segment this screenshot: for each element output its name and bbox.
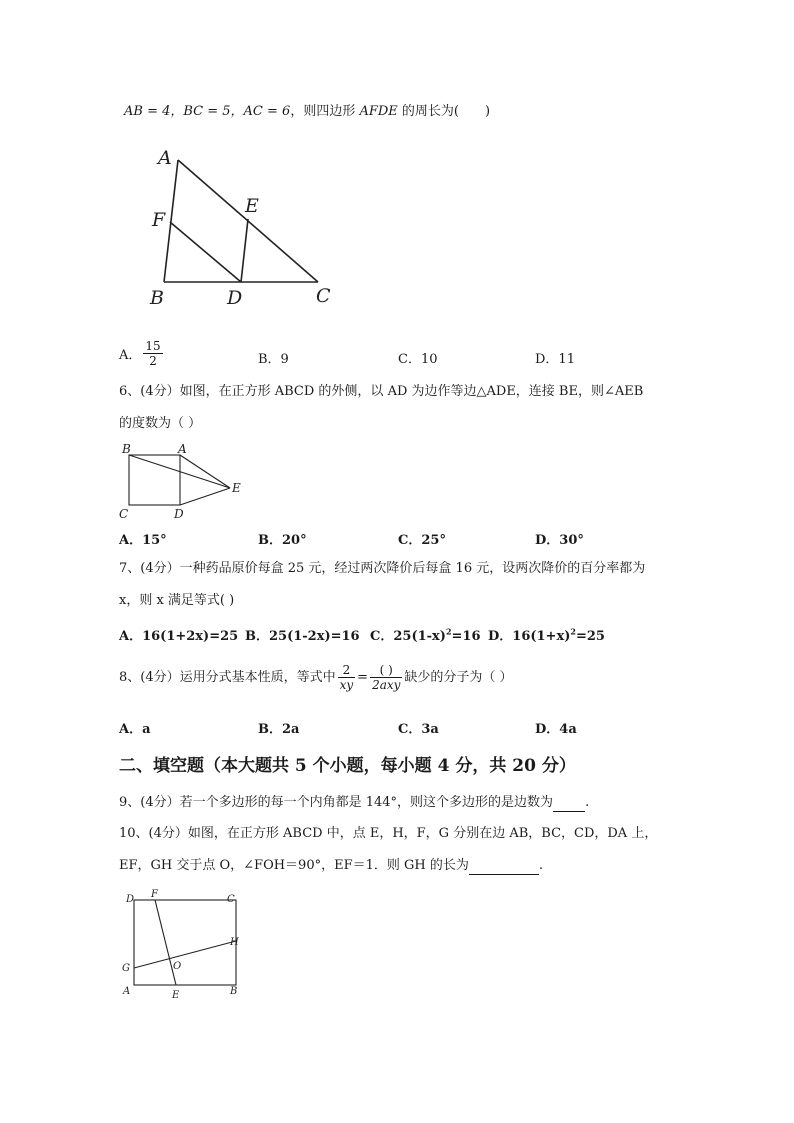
q5-option-a[interactable]: A． $\frac{15}{2}$ <box>119 339 161 368</box>
q10-square-figure <box>114 884 254 1004</box>
q8-stem: 8、(4分）运用分式基本性质，等式中 $\frac{2}{xy}$ = $\frac{( )}{\text{2axy}}$ 缺少的分子为（ ） <box>119 663 513 692</box>
q10-stem-line2: EF，GH 交于点 O，∠FOH＝90°，EF＝1．则 GH 的长为 . <box>119 858 544 873</box>
q6-option-b[interactable]: B．20° <box>258 533 307 548</box>
segment-AB <box>164 160 178 282</box>
q6-stem-line2: 的度数为（ ） <box>119 416 202 431</box>
q8-fraction-left: $\frac{2}{xy}$ <box>339 663 354 692</box>
segment-AE <box>180 455 230 488</box>
q7-option-b[interactable]: B．25(1-2x)=16 <box>245 629 360 644</box>
q5-triangle-figure <box>140 140 350 315</box>
q8-option-b[interactable]: B．2a <box>258 722 300 737</box>
label-E: E <box>245 195 259 217</box>
label-F: F <box>151 889 158 900</box>
label-F: F <box>152 209 166 231</box>
segment-FD <box>170 222 241 282</box>
square-ABCD <box>134 900 236 985</box>
q5-option-d[interactable]: D．11 <box>535 352 575 367</box>
segment-FE <box>155 900 176 985</box>
q5-option-c[interactable]: C．10 <box>398 352 438 367</box>
q8-fraction-right: $\frac{( )}{\text{2axy}}$ <box>372 663 401 692</box>
q10-answer-blank[interactable] <box>469 858 539 875</box>
label-E: E <box>232 481 241 495</box>
q9-answer-blank[interactable] <box>553 795 585 812</box>
q5-option-a-fraction: $\frac{15}{2}$ <box>145 339 161 368</box>
label-O: O <box>173 961 182 972</box>
segment-GH <box>134 941 236 968</box>
q10-stem-line1: 10、(4分）如图，在正方形 ABCD 中，点 E，H，F，G 分别在边 AB，BC，CD，DA 上， <box>119 826 658 841</box>
q7-option-d[interactable]: D．$16(1+x)^2=25$ <box>488 626 605 644</box>
segment-ED <box>241 219 248 282</box>
q6-square-figure <box>114 440 254 522</box>
q6-option-d[interactable]: D．30° <box>535 533 584 548</box>
q5-stem: AB = 4，BC = 5，AC = 6，则四边形 AFDE 的周长为( ) <box>124 104 491 119</box>
q6-option-c[interactable]: C．25° <box>398 533 446 548</box>
q7-stem-line1: 7、(4分）一种药品原价每盒 25 元，经过两次降价后每盒 16 元，设两次降价的百分率都为 <box>119 561 646 576</box>
label-C: C <box>119 507 129 521</box>
q7-option-c[interactable]: C．$25(1-x)^2=16$ <box>370 626 481 644</box>
label-C: C <box>227 894 235 905</box>
label-D: D <box>174 507 184 521</box>
label-D: D <box>126 894 135 905</box>
q7-stem-line2: x，则 x 满足等式( ) <box>119 593 235 608</box>
label-B: B <box>122 442 131 456</box>
q6-stem-line1: 6、(4分）如图，在正方形 ABCD 的外侧，以 AD 为边作等边△ADE，连接 BE，则∠AEB <box>119 384 644 399</box>
q8-option-a[interactable]: A．a <box>119 722 151 737</box>
label-B: B <box>150 287 164 309</box>
q5-given-lengths: AB = 4，BC = 5，AC = 6 <box>124 104 291 119</box>
q6-option-a[interactable]: A．15° <box>119 533 167 548</box>
q8-option-d[interactable]: D．4a <box>535 722 577 737</box>
label-A: A <box>178 442 187 456</box>
label-C: C <box>316 285 331 307</box>
label-B: B <box>230 986 238 997</box>
q7-option-a[interactable]: A．16(1+2x)=25 <box>119 629 239 644</box>
q5-option-b[interactable]: B．9 <box>258 352 289 367</box>
segment-DE <box>180 488 230 505</box>
section-2-heading: 二、填空题（本大题共 5 个小题，每小题 4 分，共 20 分） <box>119 756 576 776</box>
label-D: D <box>227 287 243 309</box>
label-G: G <box>122 963 130 974</box>
q8-option-c[interactable]: C．3a <box>398 722 439 737</box>
square-ABCD <box>129 455 180 505</box>
label-A: A <box>158 147 172 169</box>
label-H: H <box>230 937 239 948</box>
label-A: A <box>123 986 131 997</box>
q9-stem: 9、(4分）若一个多边形的每一个内角都是 144°，则这个多边形的是边数为 . <box>119 795 590 810</box>
label-E: E <box>172 990 180 1001</box>
